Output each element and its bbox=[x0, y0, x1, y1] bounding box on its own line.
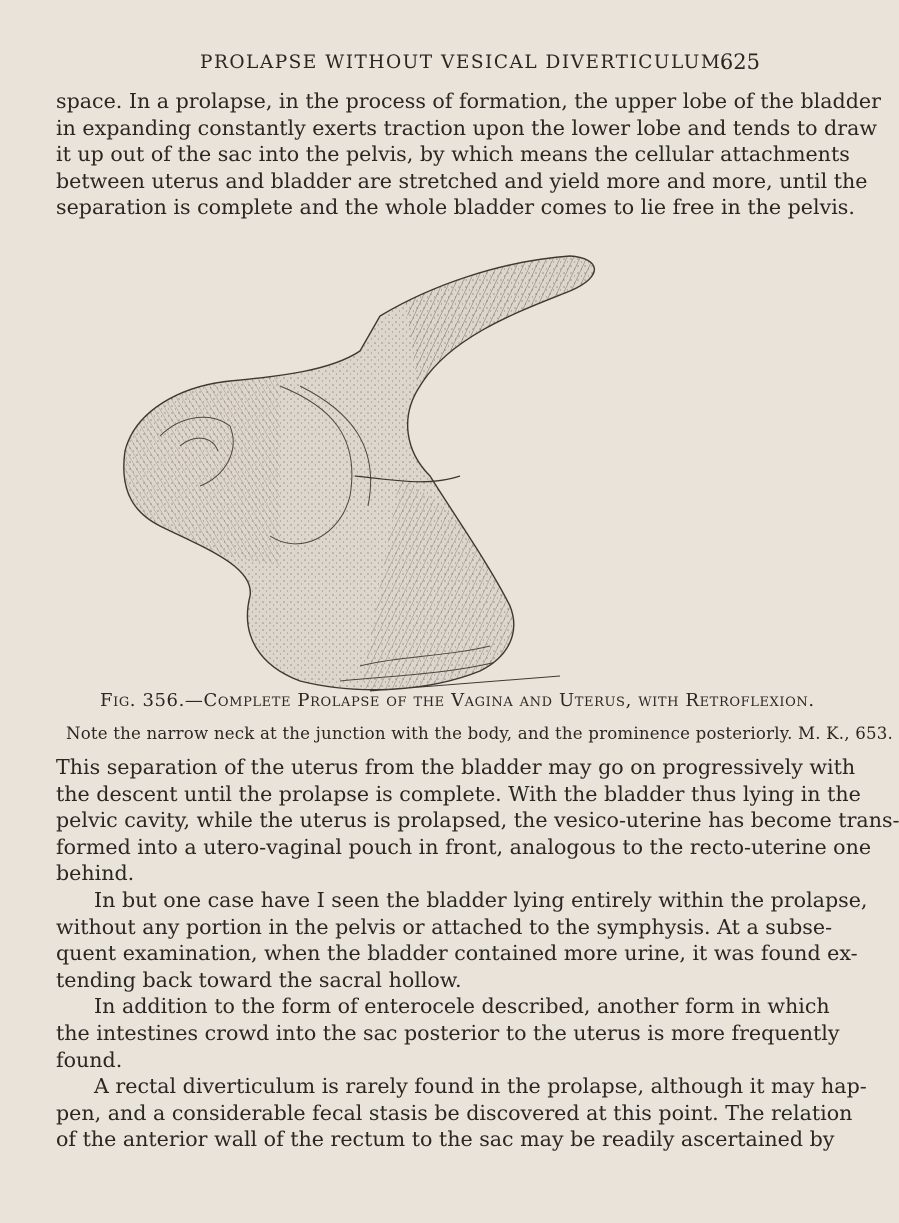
text-line: without any portion in the pelvis or attached to the symphysis. At a subse- bbox=[56, 914, 833, 939]
text-line: space. In a prolapse, in the process of formation, the upper lobe of the bladder bbox=[56, 89, 881, 113]
text-line: quent examination, when the bladder contained more urine, it was found ex- bbox=[56, 941, 858, 966]
page-number: 625 bbox=[719, 50, 760, 74]
figure-illustration bbox=[100, 236, 700, 711]
text-line: the intestines crowd into the sac posterior to the uterus is more frequently bbox=[56, 1020, 840, 1045]
text-line: pelvic cavity, while the uterus is prolapsed, the vesico-uterine has become trans- bbox=[56, 808, 899, 833]
text-line: This separation of the uterus from the bladder may go on progressively with bbox=[56, 755, 856, 779]
caption-note: Note the narrow neck at the junction with the body, and the prominence posteriorly. M. K., 653. bbox=[66, 724, 893, 743]
paragraph-1 bbox=[56, 88, 881, 221]
text-line: In addition to the form of enterocele described, another form in which bbox=[94, 994, 830, 1019]
text-line: found. bbox=[56, 1047, 123, 1072]
text-line: In but one case have I seen the bladder lying entirely within the prolapse, bbox=[94, 887, 868, 912]
text-line: the descent until the prolapse is complete. With the bladder thus lying in the bbox=[56, 781, 861, 806]
text-line: separation is complete and the whole bladder comes to lie free in the pelvis. bbox=[56, 195, 855, 220]
text-line: between uterus and bladder are stretched and yield more and more, until the bbox=[56, 168, 868, 193]
paragraph-2 bbox=[56, 754, 899, 1153]
text-line: in expanding constantly exerts traction upon the lower lobe and tends to draw bbox=[56, 115, 877, 140]
text-line: A rectal diverticulum is rarely found in the prolapse, although it may hap- bbox=[94, 1074, 867, 1099]
caption-title: Fig. 356.—Complete Prolapse of the Vagina and Uterus, with Retroflexion. bbox=[100, 690, 815, 711]
text-line: tending back toward the sacral hollow. bbox=[56, 967, 462, 992]
text-line: formed into a utero-vaginal pouch in front, analogous to the recto-uterine one bbox=[56, 834, 872, 859]
text-line: of the anterior wall of the rectum to the sac may be readily ascertained by bbox=[56, 1127, 835, 1152]
running-head-title: PROLAPSE WITHOUT VESICAL DIVERTICULUM. bbox=[200, 52, 729, 73]
prolapse-engraving bbox=[100, 236, 700, 711]
text-line: behind. bbox=[56, 861, 135, 886]
text-line: it up out of the sac into the pelvis, by which means the cellular attachments bbox=[56, 142, 850, 167]
text-line: pen, and a considerable fecal stasis be discovered at this point. The relation bbox=[56, 1100, 853, 1125]
